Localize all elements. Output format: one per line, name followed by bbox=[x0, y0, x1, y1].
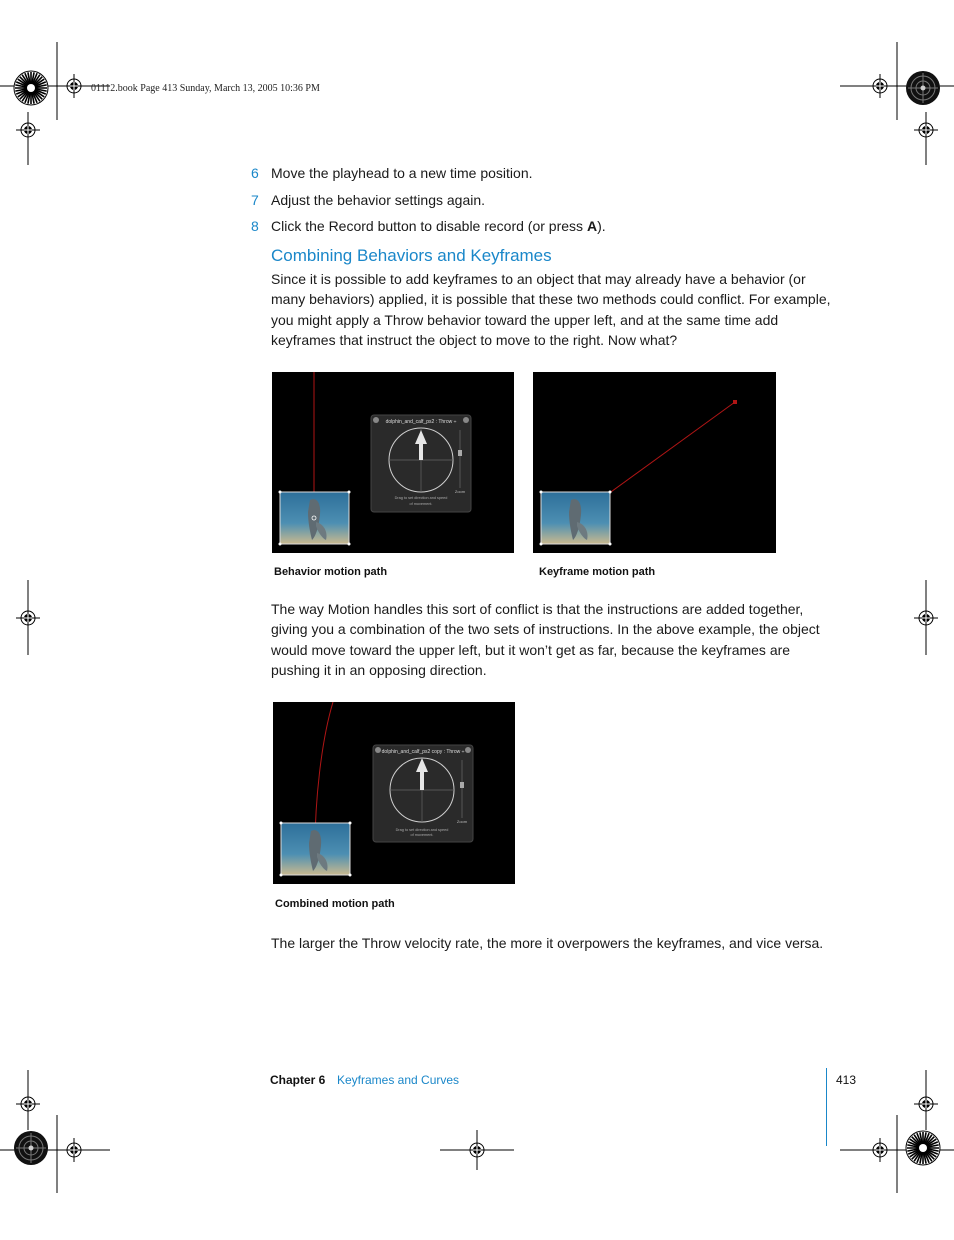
step-7 bbox=[251, 192, 485, 208]
footer-rule bbox=[826, 1068, 827, 1146]
keyframe-motion-path-screenshot bbox=[533, 372, 776, 553]
step-text: Move the playhead to a new time position. bbox=[271, 165, 533, 181]
combined-motion-path-screenshot bbox=[273, 702, 515, 884]
caption-behavior: Behavior motion path bbox=[274, 566, 388, 578]
hud-hint-2: of movement. bbox=[409, 502, 433, 506]
step-number: 6 bbox=[251, 165, 259, 181]
caption-combined: Combined motion path bbox=[275, 898, 395, 910]
body-paragraph-1: Since it is possible to add keyframes to an object that may already have a behavior (or many behaviors) applied, it is possible that these two methods could conflict. For example, you might apply a Throw behavior toward the upper left, and at the same time add keyframes that instruct the object to move to the right. Now what? bbox=[271, 271, 831, 348]
behavior-motion-path-screenshot bbox=[272, 372, 514, 553]
hud-zoom-label: Zoom bbox=[454, 489, 466, 494]
body-paragraph-3: The larger the Throw velocity rate, the more it overpowers the keyframes, and vice versa. bbox=[271, 935, 824, 951]
caption-keyframe: Keyframe motion path bbox=[539, 566, 656, 578]
hud-panel bbox=[371, 415, 471, 512]
page-number: 413 bbox=[836, 1073, 857, 1087]
hud-zoom-label: Zoom bbox=[456, 819, 468, 824]
hud-panel bbox=[373, 745, 473, 842]
step-8 bbox=[251, 218, 606, 234]
footer-chapter: Chapter 6 bbox=[270, 1073, 326, 1087]
hud-title: dolphin_and_calf_ps2 : Throw ÷ bbox=[385, 419, 457, 425]
hud-title: dolphin_and_calf_ps2 copy : Throw ÷ bbox=[381, 749, 465, 755]
step-number: 8 bbox=[251, 218, 259, 234]
key-shortcut: A bbox=[586, 218, 598, 234]
step-text: Adjust the behavior settings again. bbox=[271, 192, 486, 208]
dolphin-clip bbox=[279, 491, 351, 546]
section-heading: Combining Behaviors and Keyframes bbox=[271, 246, 552, 265]
footer-chapter-title: Keyframes and Curves bbox=[337, 1073, 460, 1087]
dolphin-clip bbox=[280, 822, 352, 877]
step-number: 7 bbox=[251, 192, 259, 208]
body-paragraph-2: The way Motion handles this sort of conflict is that the instructions are added together, giving you a combination of the two sets of instructions. In the above example, the object would move toward the upper left, but it won’t get as far, because the keyframes are pushing it in an opposing direction. bbox=[271, 601, 820, 678]
step-text-end: ). bbox=[597, 218, 606, 234]
dolphin-clip bbox=[540, 491, 612, 546]
step-6 bbox=[251, 165, 533, 181]
step-text: Click the Record button to disable record (or press bbox=[271, 218, 587, 234]
hud-hint: Drag to set direction and speed bbox=[394, 496, 448, 500]
hud-hint: Drag to set direction and speed bbox=[395, 828, 449, 832]
hud-hint-2: of movement. bbox=[410, 833, 434, 837]
print-slug: 01112.book Page 413 Sunday, March 13, 2005 10:36 PM bbox=[91, 83, 320, 94]
